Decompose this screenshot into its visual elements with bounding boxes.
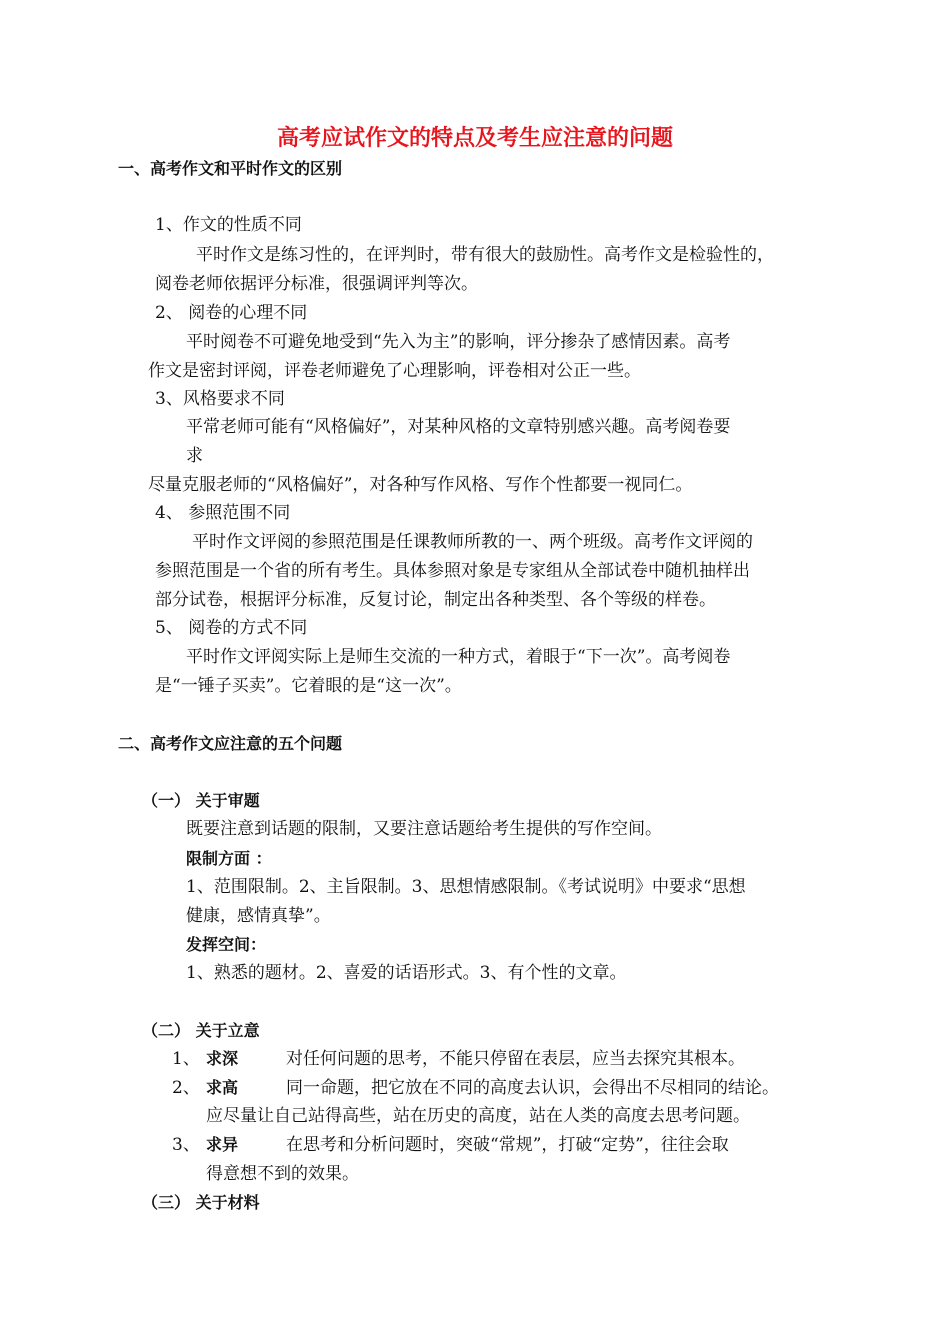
section2-heading: 二、高考作文应注意的五个问题 bbox=[118, 734, 343, 753]
s2-sub2-item3 bbox=[172, 1134, 729, 1156]
s2-sub2-item2 bbox=[172, 1077, 779, 1099]
item-text: 同一命题，把它放在不同的高度去认识，会得出不尽相同的结论。 bbox=[286, 1078, 779, 1098]
item-number: 1、 bbox=[172, 1049, 200, 1069]
section1-heading: 一、高考作文和平时作文的区别 bbox=[118, 159, 343, 178]
s2-sub1-limit-line1: 1、范围限制。2、主旨限制。3、思想情感限制。《考试说明》中要求“思想 bbox=[186, 877, 746, 897]
s1-item3-line2: 求 bbox=[186, 446, 203, 466]
s2-sub3-heading: （三） 关于材料 bbox=[142, 1193, 260, 1212]
s1-item1-line2: 阅卷老师依据评分标准，很强调评判等次。 bbox=[155, 274, 478, 294]
item-number: 3、 bbox=[172, 1135, 200, 1155]
s1-item2-label: 2、 阅卷的心理不同 bbox=[155, 303, 308, 323]
s1-item5-label: 5、 阅卷的方式不同 bbox=[155, 618, 308, 638]
s1-item4-line1: 平时作文评阅的参照范围是任课教师所教的一、两个班级。高考作文评阅的 bbox=[192, 532, 753, 552]
s1-item3-label: 3、风格要求不同 bbox=[155, 389, 285, 409]
s2-sub1-intro: 既要注意到话题的限制，又要注意话题给考生提供的写作空间。 bbox=[186, 819, 662, 839]
s1-item4-line2: 参照范围是一个省的所有考生。具体参照对象是专家组从全部试卷中随机抽样出 bbox=[155, 561, 750, 581]
s1-item4-line3: 部分试卷，根据评分标准，反复讨论，制定出各种类型、各个等级的样卷。 bbox=[155, 590, 716, 610]
s1-item5-line1: 平时作文评阅实际上是师生交流的一种方式，着眼于“下一次”。高考阅卷 bbox=[186, 647, 731, 667]
s2-sub1-limit-label: 限制方面 ： bbox=[186, 849, 272, 868]
s2-sub1-heading: （一） 关于审题 bbox=[142, 791, 260, 810]
page-title: 高考应试作文的特点及考生应注意的问题 bbox=[276, 126, 673, 151]
s1-item2-line1: 平时阅卷不可避免地受到“先入为主”的影响，评分掺杂了感情因素。高考 bbox=[186, 332, 731, 352]
item-keyword: 求深 bbox=[206, 1049, 239, 1068]
s1-item2-line2: 作文是密封评阅，评卷老师避免了心理影响，评卷相对公正一些。 bbox=[148, 361, 641, 381]
s2-sub1-space-line: 1、熟悉的题材。2、喜爱的话语形式。3、有个性的文章。 bbox=[186, 963, 627, 983]
s2-sub2-heading: （二） 关于立意 bbox=[142, 1021, 260, 1040]
s1-item1-label: 1、作文的性质不同 bbox=[155, 215, 302, 235]
s1-item3-line1: 平常老师可能有“风格偏好”，对某种风格的文章特别感兴趣。高考阅卷要 bbox=[186, 417, 731, 437]
s1-item1-line1: 平时作文是练习性的，在评判时，带有很大的鼓励性。高考作文是检验性的， bbox=[196, 245, 774, 265]
s1-item5-line2: 是“一锤子买卖”。它着眼的是“这一次”。 bbox=[155, 676, 462, 696]
s1-item3-line3: 尽量克服老师的“风格偏好”，对各种写作风格、写作个性都要一视同仁。 bbox=[148, 475, 693, 495]
s2-sub1-limit-line2: 健康，感情真挚”。 bbox=[186, 906, 331, 926]
item-text: 在思考和分析问题时，突破“常规”，打破“定势”，往往会取 bbox=[286, 1135, 729, 1155]
s2-sub2-item3-cont: 得意想不到的效果。 bbox=[206, 1164, 359, 1184]
s2-sub2-item2-cont: 应尽量让自己站得高些，站在历史的高度，站在人类的高度去思考问题。 bbox=[206, 1106, 750, 1126]
s1-item4-label: 4、 参照范围不同 bbox=[155, 503, 291, 523]
item-keyword: 求高 bbox=[206, 1078, 239, 1097]
item-keyword: 求异 bbox=[206, 1135, 239, 1154]
s2-sub2-item1 bbox=[172, 1048, 745, 1070]
item-text: 对任何问题的思考，不能只停留在表层，应当去探究其根本。 bbox=[286, 1049, 745, 1069]
s2-sub1-space-label: 发挥空间： bbox=[186, 935, 267, 954]
item-number: 2、 bbox=[172, 1078, 200, 1098]
